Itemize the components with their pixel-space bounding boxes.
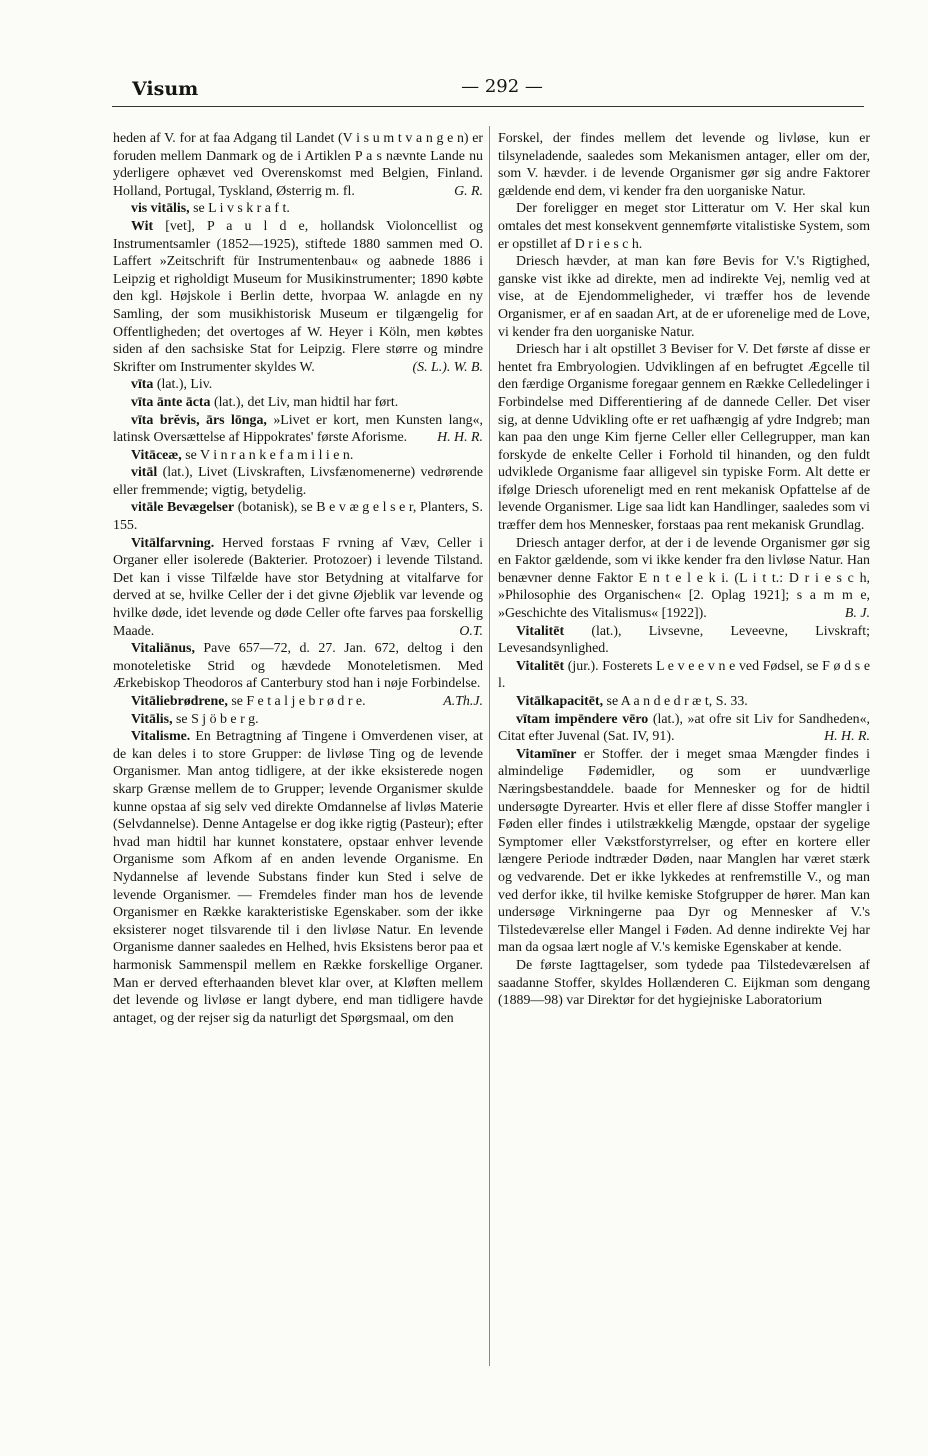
entry-headword: Wit (131, 218, 154, 234)
entry-headword: Vitālkapacitēt, (516, 694, 604, 709)
entry-text: se F e t a l j e b r ø d r e. (227, 694, 366, 709)
entry-headword: Vitalitēt (516, 658, 565, 674)
entry-text: Der foreligger en meget stor Litteratur om V. Her skal kun omtales det mest konsekvent gennemførte vitalistiske System, som er opstillet af D r i e s c h. (498, 201, 870, 252)
entry-text: Herved forstaas F rvning af Væv, Celler i Organer eller isolerede (Bakterier. Protozoer) i levende Tilstand. Det kan i visse Tilfælde have stor Betydning at vitalfarve for derved at se, hvilke Celler der i det givne Øjeblik var levende og hvilke døde, idet levende og døde Celler ofte farves paa forskellig Maade. (113, 535, 483, 639)
dictionary-entry (113, 394, 483, 412)
entry-headword: vitāle Bevægelser (131, 500, 235, 516)
paragraph (498, 957, 870, 1010)
entry-headword: vītam impēndere vēro (516, 711, 649, 727)
entry-headword: vīta (131, 377, 154, 393)
paragraph (498, 341, 870, 535)
dictionary-entry (113, 499, 483, 534)
column-divider (489, 126, 490, 1366)
page-number: — 292 — (461, 76, 543, 97)
author-signature: A.Th.J. (443, 694, 483, 709)
running-head-word: Visum (132, 78, 199, 100)
entry-text: [vet], P a u l d e, hollandsk Violoncellist og Instrumentsamler (1852—1925), stiftede 1880 sammen med O. Laffert »Zeitschrift für Instrumentenbau« og aabnede 1886 i Leipzig et righoldigt Museum for Musikinstrumenter; 1890 købte den kgl. Højskole i Berlin dette, hvorpaa W. anlagde en ny Samling, der som musikhistorisk Museum er tilgængelig for Offentligheden; det overtoges af W. Heyer i Köln, men købtes siden af den sachsiske Stat for Leipzig. Flere større og mindre Skrifter om Instrumenter skyldes W. (113, 218, 483, 375)
entry-headword: vis vitālis, (131, 201, 190, 217)
entry-text: se S j ö b e r g. (172, 711, 259, 727)
entry-headword: Vitālfarvning. (131, 535, 215, 551)
dictionary-entry (113, 535, 483, 641)
entry-headword: vīta ānte ācta (131, 394, 211, 410)
dictionary-entry (498, 746, 870, 957)
paragraph (498, 200, 870, 253)
dictionary-entry (498, 658, 870, 693)
dictionary-entry (113, 711, 483, 729)
entry-text: Pave 657—72, d. 27. Jan. 672, deltog i den monoteletiske Strid og hævdede Monoteletismen. Med Ærkebiskop Theodoros af Canterbury stod han i nøje Forbindelse. (113, 641, 483, 692)
right-column (498, 130, 870, 1010)
author-signature: O.T. (459, 623, 483, 639)
entry-text: (lat.), Livsevne, Leveevne, Livskraft; Levesandsynlighed. (498, 623, 870, 657)
entry-headword: Vitalitēt (516, 623, 565, 639)
dictionary-entry (113, 728, 483, 1027)
entry-text: En Betragtning af Tingene i Omverdenen viser, at de kan deles i to store Grupper: de livløse Ting og de levende Organismer. Man antog tidligere, at der ikke eksisterede nogen skarp Grænse mellem de to Grupper; levende Organismer skulde kunne opstaa af sig selv ved direkte Omdannelse af livløs Materie (Selvdannelse). Denne Antagelse er dog ikke rigtig (Pasteur); efter hvad man hidtil har kunnet konstatere, opstaar enhver levende Organisme som Afkom af en anden levende Organisme. En Nydannelse af levende Substans finder kun Sted i selve de levende Organismer. — Fremdeles finder man hos de levende Organismer en Række karakteristiske Egenskaber. som der ikke eksisterer noget tilsvarende til i den livløse Natur. En levende Organisme danner saaledes en Helhed, hvis Eksistens beror paa et harmonisk Sammenspil mellem en Række forskellige Organer. Man er derved efterhaanden blevet klar over, at Kløften mellem det levende og livløse er langt dybere, end man tidligere havde antaget, og der rejser sig da naturligt det Spørgsmaal, om den (113, 729, 483, 1026)
entry-text: se L i v s k r a f t. (189, 201, 290, 217)
paragraph (113, 130, 483, 200)
entry-text: (lat.), det Liv, man hidtil har ført. (210, 394, 399, 410)
entry-text: »Livet er kort, men Kunsten lang«, latinsk Oversættelse af Hippokrates' første Aforisme. (113, 412, 483, 446)
entry-headword: Vitālis, (131, 711, 173, 727)
page-header (112, 76, 868, 108)
entry-headword: Vitamīner (516, 746, 577, 762)
paragraph (498, 253, 870, 341)
entry-headword: vīta brĕvis, ārs lōnga, (131, 412, 267, 428)
header-rule (112, 106, 864, 107)
entry-text: (jur.). Fosterets L e v e e v n e ved Fødsel, se F ø d s e l. (498, 658, 870, 692)
entry-headword: Vitāceæ, (131, 447, 182, 463)
author-signature: H. H. R. (437, 430, 483, 446)
author-signature: H. H. R. (824, 729, 870, 745)
entry-text: Driesch antager derfor, at der i de levende Organismer gør sig en Faktor gældende, som vi ikke kender fra den livløse Natur. Han benævner denne Faktor E n t e l e k i. (L i t t.: D r i e s c h, »Philosophie des Organischen« [2. Oplag 1921]; s a m m e, »Geschichte des Vitalismus« [1922]). (498, 535, 870, 622)
entry-text: De første Iagttagelser, som tydede paa Tilstedeværelsen af saadanne Stoffer, skyldes Hollænderen C. Eijkman som dengang (1889—98) var Direktør for det hygiejniske Laboratorium (498, 957, 870, 1009)
dictionary-entry (113, 218, 483, 376)
entry-text: heden af V. for at faa Adgang til Landet (V i s u m t v a n g e n) er foruden mellem Danmark og de i Artiklen P a s nævnte Lande nu yderligere ophævet ved Overenskomst med Belgien, Finland. Holland, Portugal, Tyskland, Østerrig m. fl. (113, 131, 483, 199)
entry-text: (lat.), »at ofre sit Liv for Sandheden«, Citat efter Juvenal (Sat. IV, 91). (498, 711, 870, 745)
entry-headword: Vitāliebrødrene, (131, 694, 228, 709)
dictionary-entry (113, 412, 483, 447)
dictionary-entry (113, 464, 483, 499)
dictionary-entry (498, 623, 870, 658)
left-column (113, 130, 483, 1027)
author-signature: B. J. (844, 606, 870, 622)
entry-text: Driesch har i alt opstillet 3 Beviser for V. Det første af disse er hentet fra Embryologien. Udviklingen af en befrugtet Ægcelle til den færdige Organisme foregaar gennem en Række Celledelinger i Forbindelse med Differentiering af de dannede Celler. Det viser sig, at denne Udvikling ofte er ret uafhængig af ydre Indgreb; man kan paa den unge Kim fjerne Celler eller Cellegrupper, man kan forskyde de enkelte Celler i Forhold til hinanden, og den fuldt udviklede Organisme faar alligevel sin typiske Form. Alt dette er ifølge Driesch uforeneligt med en rent mekanisk Opfattelse af de levende Organismer. Lige saa lidt kan Handlinger, saaledes som vi træffer dem hos Mennesker, forstaas paa rent mekanisk Grundlag. (498, 342, 870, 534)
entry-text: Driesch hævder, at man kan føre Bevis for V.'s Rigtighed, ganske vist ikke ad direkte, men ad indirekte Vej, nemlig ved at vise, at de Ejendommeligheder, vi træffer hos de levende Organismer, er af en saadan Art, at de er uforenelige med de Love, vi kender fra den uorganiske Natur. (498, 254, 870, 340)
paragraph (498, 535, 870, 623)
dictionary-entry (113, 200, 483, 218)
entry-headword: Vitaliānus, (131, 641, 195, 657)
dictionary-entry (498, 693, 870, 711)
author-signature: (S. L.). W. B. (412, 359, 483, 375)
paragraph (498, 130, 870, 200)
entry-text: se A a n d e d r æ t, S. 33. (603, 694, 748, 709)
entry-text: (lat.), Livet (Livskraften, Livsfænomenerne) vedrørende eller fremmende; vigtig, betydelig. (113, 465, 483, 498)
entry-headword: vitāl (131, 465, 158, 481)
entry-headword: Vitalisme. (131, 729, 191, 745)
author-signature: G. R. (454, 183, 483, 199)
dictionary-entry (498, 711, 870, 746)
dictionary-entry (113, 376, 483, 394)
entry-text: (lat.), Liv. (153, 377, 213, 393)
entry-text: Forskel, der findes mellem det levende og livløse, kun er tilsyneladende, saaledes som Mekanismen antager, eller om der, som V. hævder. i de levende Organismer gør sig andre Faktorer gældende end dem, vi kender fra den uorganiske Natur. (498, 131, 870, 199)
entry-text: er Stoffer. der i meget smaa Mængder findes i almindelige Fødemidler, og som er uundværlige Næringsbestanddele. baade for Mennesker og for de hidtil undersøgte Dyrearter. Hvis et eller flere af disse Stoffer mangler i Føden eller findes i utilstrækkelig Mængde, opstaar der sygelige Symptomer eller Vækstforstyrrelser, og efter en kortere eller længere Periode indtræder Døden, naar Manglen har været stærk og vedvarende. Det er ikke lykkedes at renfremstille V., og man ved derfor ikke, til hvilke kemiske Stofgrupper de hører. Man kan undersøge Virkningerne paa Dyr og Mennesker af V.'s Tilstedeværelse eller Mangel i Føden. Ad denne indirekte Vej har man da ogsaa lært nogle af V.'s kemiske Egenskaber at kende. (498, 746, 870, 956)
dictionary-entry (113, 447, 483, 465)
entry-text: (botanisk), se B e v æ g e l s e r, Planters, S. 155. (113, 500, 483, 534)
entry-text: se V i n r a n k e f a m i l i e n. (181, 447, 354, 463)
